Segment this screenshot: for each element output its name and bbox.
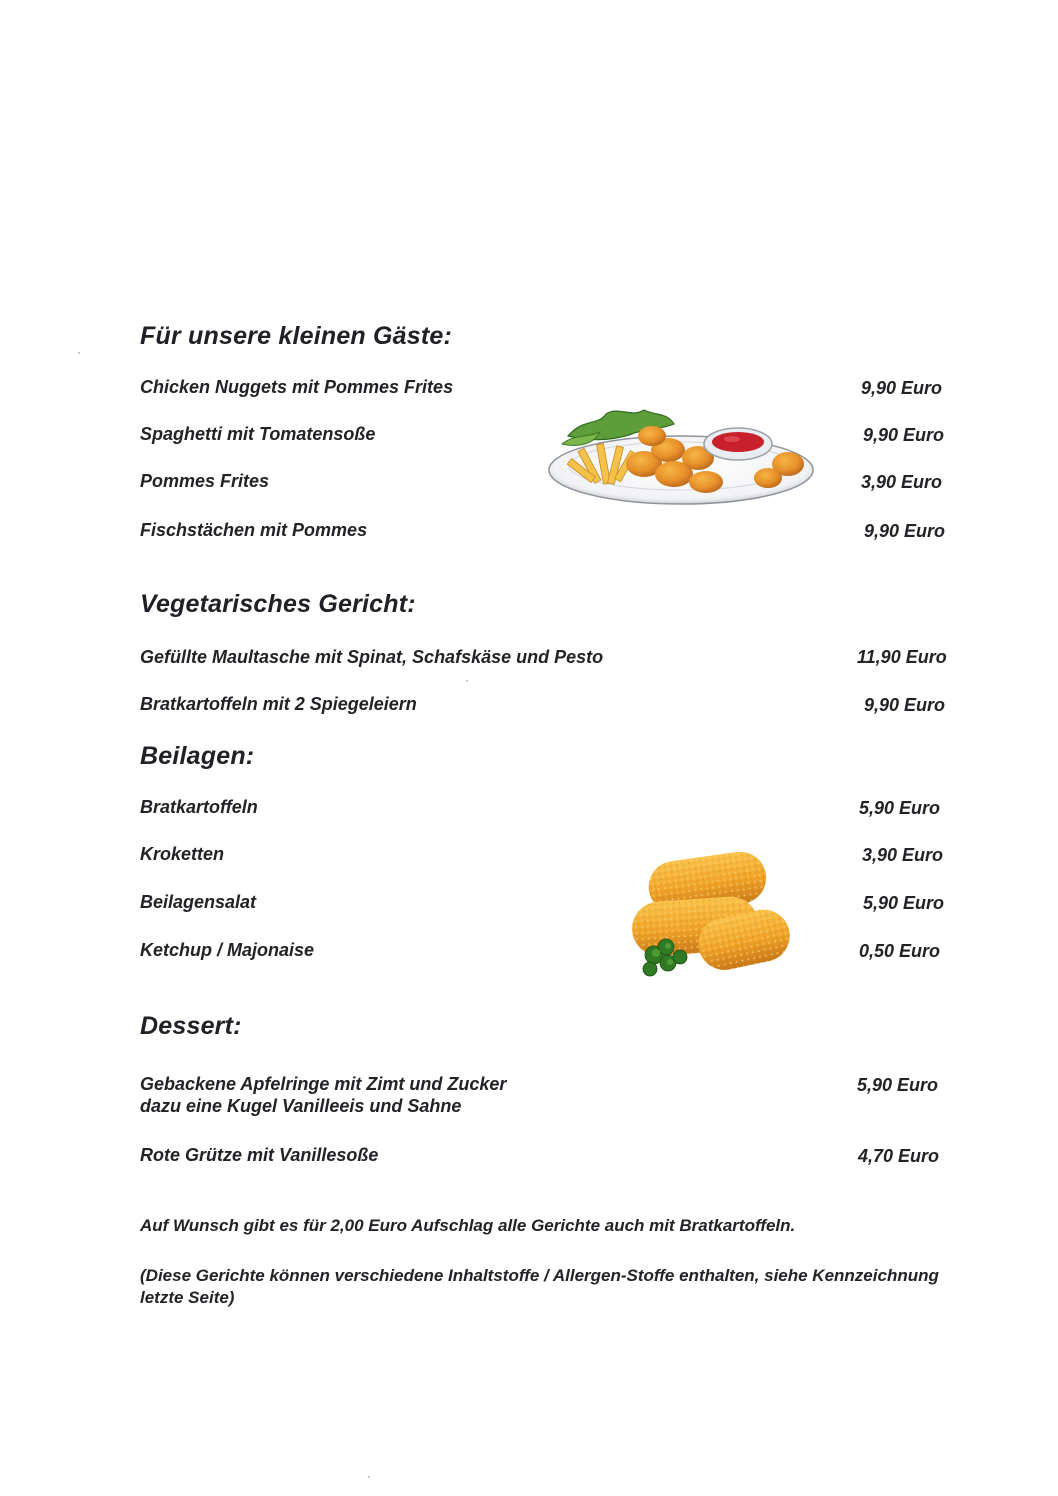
chicken-nuggets-plate-image <box>548 398 818 510</box>
allergen-note: (Diese Gerichte können verschiedene Inhaltstoffe / Allergen-Stoffe enthalten, siehe Kennzeichnung letzte Seite) <box>140 1266 939 1307</box>
menu-item-price: 9,90 Euro <box>864 521 946 541</box>
croquettes-image <box>628 843 794 983</box>
menu-item-name-line: dazu eine Kugel Vanilleeis und Sahne <box>140 1096 462 1116</box>
scan-speck <box>466 680 468 682</box>
menu-item-price: 0,50 Euro <box>859 941 941 961</box>
menu-item-price: 4,70 Euro <box>858 1146 940 1166</box>
menu-item-name: Gefüllte Maultasche mit Spinat, Schafskäse und Pesto <box>140 647 604 667</box>
surcharge-note: Auf Wunsch gibt es für 2,00 Euro Aufschlag alle Gerichte auch mit Bratkartoffeln. <box>140 1216 796 1235</box>
menu-item-price: 5,90 Euro <box>863 893 945 913</box>
menu-item-name: Rote Grütze mit Vanillesoße <box>140 1145 379 1165</box>
menu-item-name: Bratkartoffeln <box>140 797 258 817</box>
menu-item-price: 11,90 Euro <box>857 647 947 667</box>
menu-item-price: 5,90 Euro <box>857 1075 939 1095</box>
menu-item-price: 9,90 Euro <box>863 425 945 445</box>
menu-item-name: Ketchup / Majonaise <box>140 940 315 960</box>
menu-item-name: Fischstächen mit Pommes <box>140 520 368 540</box>
menu-item-price: 3,90 Euro <box>861 472 943 492</box>
menu-item-name: Pommes Frites <box>140 471 270 491</box>
menu-item-price: 9,90 Euro <box>861 378 943 398</box>
menu-item-name: Kroketten <box>140 844 225 864</box>
scan-speck <box>78 352 80 354</box>
menu-item-name: Bratkartoffeln mit 2 Spiegeleiern <box>140 694 417 714</box>
scan-speck <box>368 1476 370 1478</box>
section-heading-vegetarian: Vegetarisches Gericht: <box>140 590 416 618</box>
menu-item-price: 3,90 Euro <box>862 845 944 865</box>
section-heading-dessert: Dessert: <box>140 1012 242 1040</box>
menu-item-name: Chicken Nuggets mit Pommes Frites <box>140 377 454 397</box>
menu-item-name: Beilagensalat <box>140 892 257 912</box>
menu-item-price: 5,90 Euro <box>859 798 941 818</box>
menu-item-name <box>140 1073 506 1117</box>
section-heading-kids: Für unsere kleinen Gäste: <box>140 322 453 350</box>
menu-item-price: 9,90 Euro <box>864 695 946 715</box>
menu-item-name: Spaghetti mit Tomatensoße <box>140 424 376 444</box>
menu-item-name-line: Gebackene Apfelringe mit Zimt und Zucker <box>140 1074 507 1094</box>
section-heading-sides: Beilagen: <box>140 742 255 770</box>
